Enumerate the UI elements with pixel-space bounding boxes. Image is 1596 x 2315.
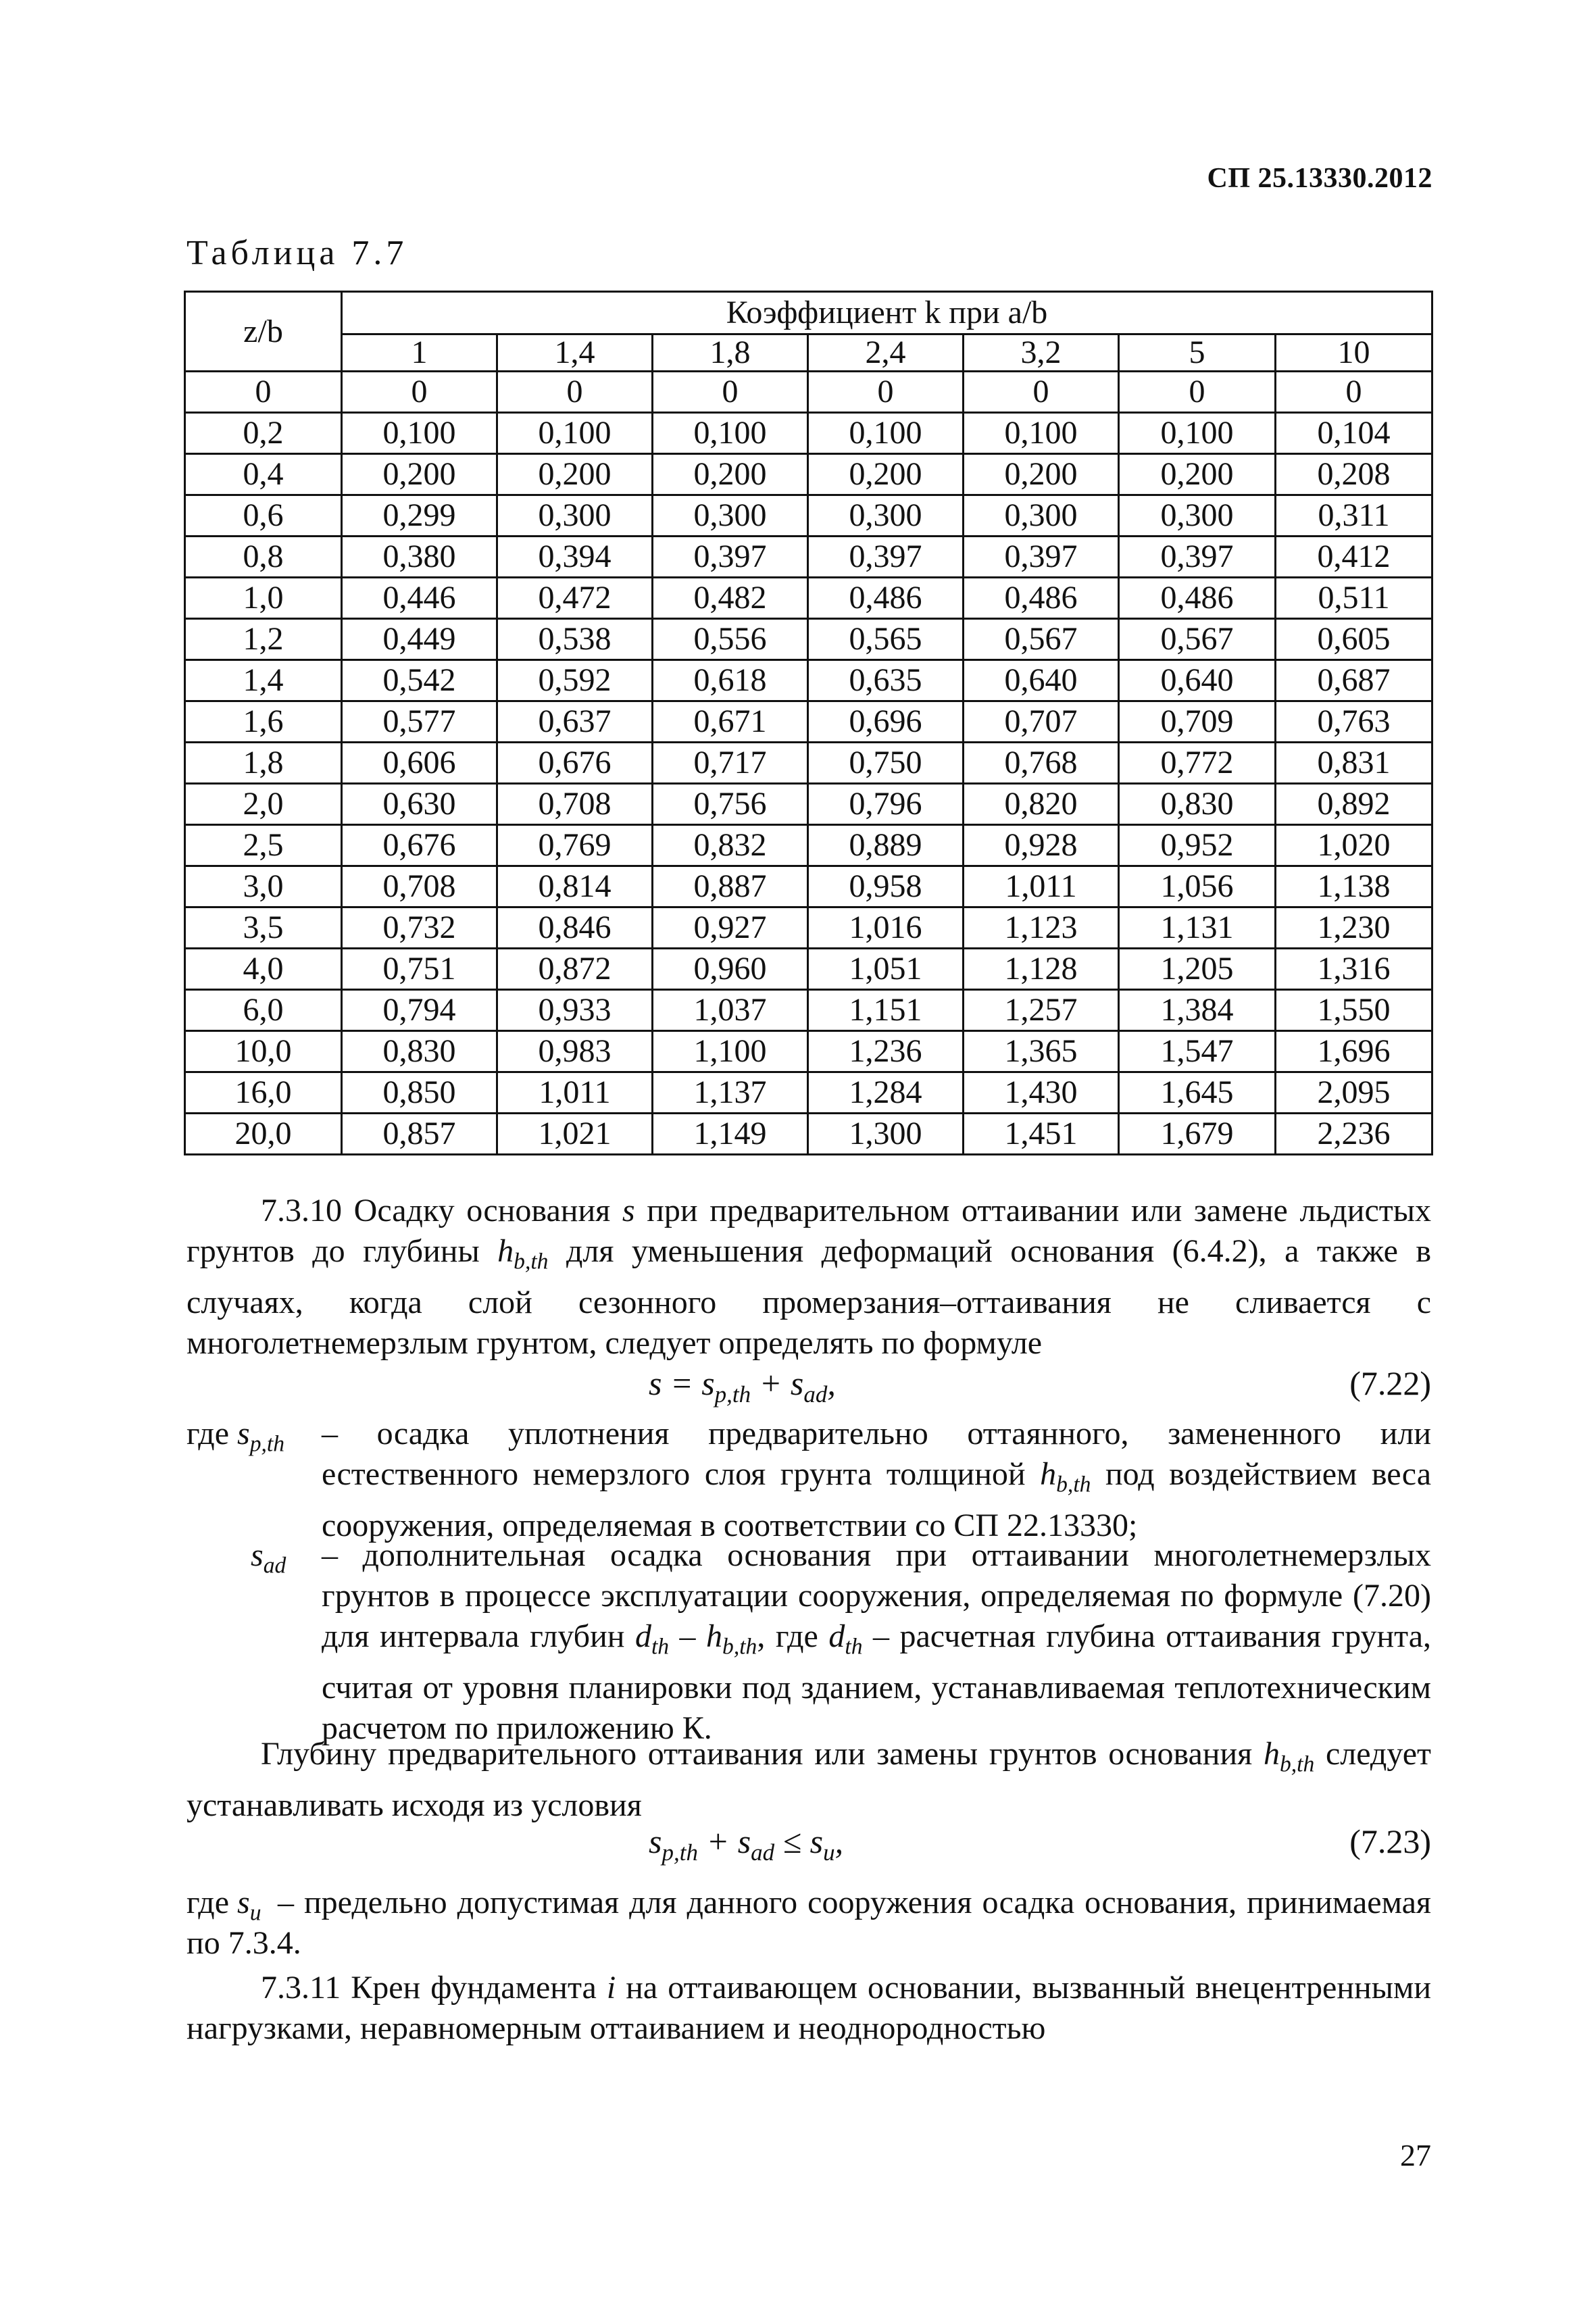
table-cell: 0,696 <box>808 701 964 743</box>
table-cell: 0,200 <box>808 454 964 495</box>
table-cell: 0,820 <box>964 784 1119 825</box>
table-cell: 1,257 <box>964 990 1119 1031</box>
table-cell: 0,606 <box>342 743 497 784</box>
table-cell: 0,592 <box>497 660 653 701</box>
table-cell: 1,149 <box>653 1114 808 1155</box>
table-cell: 1,451 <box>964 1114 1119 1155</box>
row-label-cell: 0,8 <box>185 537 342 578</box>
table-cell: 1,550 <box>1276 990 1432 1031</box>
document-code: СП 25.13330.2012 <box>1207 163 1432 194</box>
column-header: 3,2 <box>964 334 1119 372</box>
table-row <box>185 372 1432 413</box>
table-cell: 0,763 <box>1276 701 1432 743</box>
row-label-cell: 3,0 <box>185 866 342 907</box>
table-cell: 0 <box>497 372 653 413</box>
table-cell: 0 <box>1276 372 1432 413</box>
table-row <box>185 701 1432 743</box>
row-label-cell: 1,6 <box>185 701 342 743</box>
row-label-cell: 0,4 <box>185 454 342 495</box>
row-label-cell: 16,0 <box>185 1072 342 1114</box>
table-cell: 0,796 <box>808 784 964 825</box>
table-row <box>185 1031 1432 1072</box>
table-cell: 0,200 <box>964 454 1119 495</box>
table-cell: 0,100 <box>497 413 653 454</box>
row-label-cell: 6,0 <box>185 990 342 1031</box>
table-cell: 0,630 <box>342 784 497 825</box>
table-cell: 0,857 <box>342 1114 497 1155</box>
group-header: Коэффициент k при a/b <box>342 292 1432 334</box>
table-cell: 1,131 <box>1119 907 1276 949</box>
table-cell: 0,311 <box>1276 495 1432 537</box>
row-label-cell: 10,0 <box>185 1031 342 1072</box>
table-cell: 0,850 <box>342 1072 497 1114</box>
table-cell: 2,236 <box>1276 1114 1432 1155</box>
table-cell: 0,958 <box>808 866 964 907</box>
table-row <box>185 660 1432 701</box>
table-cell: 0,200 <box>1119 454 1276 495</box>
table-row <box>185 495 1432 537</box>
table-cell: 0,472 <box>497 578 653 619</box>
table-cell: 0,708 <box>342 866 497 907</box>
table-cell: 0,605 <box>1276 619 1432 660</box>
table-row <box>185 537 1432 578</box>
table-cell: 0 <box>808 372 964 413</box>
table-cell: 1,011 <box>964 866 1119 907</box>
table-cell: 0,300 <box>653 495 808 537</box>
table-cell: 1,547 <box>1119 1031 1276 1072</box>
table-row <box>185 949 1432 990</box>
table-row <box>185 619 1432 660</box>
where-s-pth: где $s_{p,th}$ – осадка уплотнения предварительно оттаянного, замененного или естественного немерзлого слоя грунта толщиной $h_{b,th}$ под воздействием веса сооружения, определяемая в соответствии со СП 22.13330; <box>186 1416 1431 1543</box>
table-cell: 0,830 <box>1119 784 1276 825</box>
table-cell: 1,236 <box>808 1031 964 1072</box>
table-cell: 0,380 <box>342 537 497 578</box>
table-cell: 0,640 <box>964 660 1119 701</box>
table-cell: 0,887 <box>653 866 808 907</box>
where-s-u: где $s_u$ – предельно допустимая для данного сооружения осадка основания, принимаемая по 7.3.4. <box>186 1885 1431 1961</box>
table-cell: 1,696 <box>1276 1031 1432 1072</box>
table-cell: 0,100 <box>342 413 497 454</box>
table-cell: 0,542 <box>342 660 497 701</box>
table-cell: 0,814 <box>497 866 653 907</box>
table-cell: 1,230 <box>1276 907 1432 949</box>
table-row <box>185 907 1432 949</box>
table-cell: 0,299 <box>342 495 497 537</box>
table-cell: 0,300 <box>964 495 1119 537</box>
table-cell: 0,768 <box>964 743 1119 784</box>
table-cell: 0,482 <box>653 578 808 619</box>
table-cell: 1,056 <box>1119 866 1276 907</box>
table-cell: 0,397 <box>964 537 1119 578</box>
table-row <box>185 825 1432 866</box>
table-cell: 0,397 <box>1119 537 1276 578</box>
table-row <box>185 413 1432 454</box>
row-label-cell: 0,2 <box>185 413 342 454</box>
table-row <box>185 1072 1432 1114</box>
row-label-cell: 0 <box>185 372 342 413</box>
table-cell: 0,556 <box>653 619 808 660</box>
table-cell: 0,100 <box>964 413 1119 454</box>
table-cell: 1,138 <box>1276 866 1432 907</box>
table-cell: 0,676 <box>342 825 497 866</box>
row-header-zb: z/b <box>185 292 342 372</box>
table-cell: 0,927 <box>653 907 808 949</box>
table-cell: 1,430 <box>964 1072 1119 1114</box>
table-cell: 1,679 <box>1119 1114 1276 1155</box>
table-cell: 0,846 <box>497 907 653 949</box>
table-cell: 0,100 <box>1119 413 1276 454</box>
table-cell: 0,892 <box>1276 784 1432 825</box>
table-cell: 0,486 <box>1119 578 1276 619</box>
table-cell: 2,095 <box>1276 1072 1432 1114</box>
table-cell: 0,928 <box>964 825 1119 866</box>
table-cell: 0,676 <box>497 743 653 784</box>
table-cell: 0,831 <box>1276 743 1432 784</box>
row-label-cell: 2,0 <box>185 784 342 825</box>
equation-number-7-23: (7.23) <box>1349 1822 1431 1860</box>
column-header: 1,4 <box>497 334 653 372</box>
table-cell: 0,300 <box>808 495 964 537</box>
table-cell: 0 <box>964 372 1119 413</box>
table-cell: 0,933 <box>497 990 653 1031</box>
table-cell: 1,021 <box>497 1114 653 1155</box>
table-cell: 0,511 <box>1276 578 1432 619</box>
table-cell: 0,567 <box>964 619 1119 660</box>
table-cell: 1,051 <box>808 949 964 990</box>
table-cell: 0,394 <box>497 537 653 578</box>
table-cell: 1,300 <box>808 1114 964 1155</box>
table-cell: 1,020 <box>1276 825 1432 866</box>
table-cell: 0,830 <box>342 1031 497 1072</box>
table-cell: 0,709 <box>1119 701 1276 743</box>
table-cell: 0,200 <box>497 454 653 495</box>
table-cell: 0,707 <box>964 701 1119 743</box>
table-cell: 0,640 <box>1119 660 1276 701</box>
column-header: 1,8 <box>653 334 808 372</box>
table-cell: 1,123 <box>964 907 1119 949</box>
table-cell: 0,567 <box>1119 619 1276 660</box>
table-cell: 0,104 <box>1276 413 1432 454</box>
table-cell: 0,100 <box>808 413 964 454</box>
table-row <box>185 990 1432 1031</box>
table-row <box>185 1114 1432 1155</box>
table-cell: 0,300 <box>1119 495 1276 537</box>
table-cell: 0,832 <box>653 825 808 866</box>
paragraph-depth: Глубину предварительного оттаивания или замены грунтов основания $h_{b,th}$ следует устанавливать исходя из условия <box>186 1736 1431 1823</box>
table-cell: 1,316 <box>1276 949 1432 990</box>
paragraph-7-3-11: 7.3.11 Крен фундамента i на оттаивающем основании, вызванный внецентренными нагрузками, неравномерным оттаиванием и неоднородностью <box>186 1970 1432 2046</box>
where-s-ad: $s_{ad}$ – дополнительная осадка основания при оттаивании многолетнемерзлых грунтов в процессе эксплуатации сооружения, определяемая по формуле (7.20) для интервала глубин $d_{th} - h_{b,th}$, где $d_{th}$ – расчетная глубина оттаивания грунта, считая от уровня планировки под зданием, устанавливаемая теплотехническим расчетом по приложению К. <box>251 1537 1432 1746</box>
table-cell: 0,397 <box>653 537 808 578</box>
table-cell: 0,983 <box>497 1031 653 1072</box>
table-row <box>185 454 1432 495</box>
row-label-cell: 3,5 <box>185 907 342 949</box>
table-cell: 1,016 <box>808 907 964 949</box>
table-cell: 0,618 <box>653 660 808 701</box>
row-label-cell: 1,2 <box>185 619 342 660</box>
table-cell: 0,750 <box>808 743 964 784</box>
table-cell: 0,769 <box>497 825 653 866</box>
table-cell: 0,708 <box>497 784 653 825</box>
table-cell: 0,486 <box>808 578 964 619</box>
row-label-cell: 1,8 <box>185 743 342 784</box>
table-cell: 0,960 <box>653 949 808 990</box>
table-cell: 0,732 <box>342 907 497 949</box>
column-header: 5 <box>1119 334 1276 372</box>
row-label-cell: 4,0 <box>185 949 342 990</box>
table-cell: 1,151 <box>808 990 964 1031</box>
table-row <box>185 866 1432 907</box>
table-cell: 0,772 <box>1119 743 1276 784</box>
table-cell: 0,751 <box>342 949 497 990</box>
row-label-cell: 1,0 <box>185 578 342 619</box>
row-label-cell: 20,0 <box>185 1114 342 1155</box>
row-label-cell: 0,6 <box>185 495 342 537</box>
row-label-cell: 2,5 <box>185 825 342 866</box>
table-cell: 0,889 <box>808 825 964 866</box>
table-cell: 0,397 <box>808 537 964 578</box>
table-cell: 0,538 <box>497 619 653 660</box>
table-cell: 1,365 <box>964 1031 1119 1072</box>
table-cell: 1,384 <box>1119 990 1276 1031</box>
formula-7-23: $s_{p,th} + s_{ad} \le s_u$, <box>649 1822 844 1866</box>
table-cell: 0,565 <box>808 619 964 660</box>
table-row <box>185 784 1432 825</box>
table-cell: 0 <box>342 372 497 413</box>
table-cell: 1,645 <box>1119 1072 1276 1114</box>
page-number: 27 <box>1400 2138 1431 2172</box>
row-label-cell: 1,4 <box>185 660 342 701</box>
table-cell: 0,717 <box>653 743 808 784</box>
column-header: 1 <box>342 334 497 372</box>
table-row <box>185 578 1432 619</box>
table-cell: 0,100 <box>653 413 808 454</box>
table-cell: 1,205 <box>1119 949 1276 990</box>
table-cell: 0,208 <box>1276 454 1432 495</box>
table-cell: 0,200 <box>342 454 497 495</box>
table-cell: 1,284 <box>808 1072 964 1114</box>
table-cell: 0,449 <box>342 619 497 660</box>
table-cell: 0,412 <box>1276 537 1432 578</box>
table-cell: 1,128 <box>964 949 1119 990</box>
table-cell: 1,100 <box>653 1031 808 1072</box>
table-cell: 0,200 <box>653 454 808 495</box>
coefficient-table <box>184 291 1433 1155</box>
paragraph-7-3-10: 7.3.10 Осадку основания s при предварительном оттаивании или замене льдистых грунтов до глубины $h_{b,th}$ для уменьшения деформаций основания (6.4.2), а также в случаях, когда слой сезонного промерзания–оттаивания не сливается с многолетнемерзлым грунтом, следует определять по формуле <box>186 1193 1431 1361</box>
table-cell: 0,671 <box>653 701 808 743</box>
table-cell: 0,635 <box>808 660 964 701</box>
table-cell: 0,794 <box>342 990 497 1031</box>
table-cell: 1,137 <box>653 1072 808 1114</box>
table-cell: 0 <box>653 372 808 413</box>
column-header: 2,4 <box>808 334 964 372</box>
formula-7-22: $s = s_{p,th} + s_{ad}$, <box>649 1364 836 1408</box>
table-cell: 0,486 <box>964 578 1119 619</box>
table-cell: 0,577 <box>342 701 497 743</box>
table-cell: 0,446 <box>342 578 497 619</box>
table-caption: Таблица 7.7 <box>186 234 408 272</box>
column-header: 10 <box>1276 334 1432 372</box>
table-cell: 0,952 <box>1119 825 1276 866</box>
table-row <box>185 743 1432 784</box>
table-cell: 0,637 <box>497 701 653 743</box>
table-cell: 0,300 <box>497 495 653 537</box>
table-cell: 1,037 <box>653 990 808 1031</box>
table-cell: 0 <box>1119 372 1276 413</box>
table-cell: 1,011 <box>497 1072 653 1114</box>
table-cell: 0,872 <box>497 949 653 990</box>
equation-number-7-22: (7.22) <box>1349 1364 1431 1402</box>
table-cell: 0,756 <box>653 784 808 825</box>
table-cell: 0,687 <box>1276 660 1432 701</box>
